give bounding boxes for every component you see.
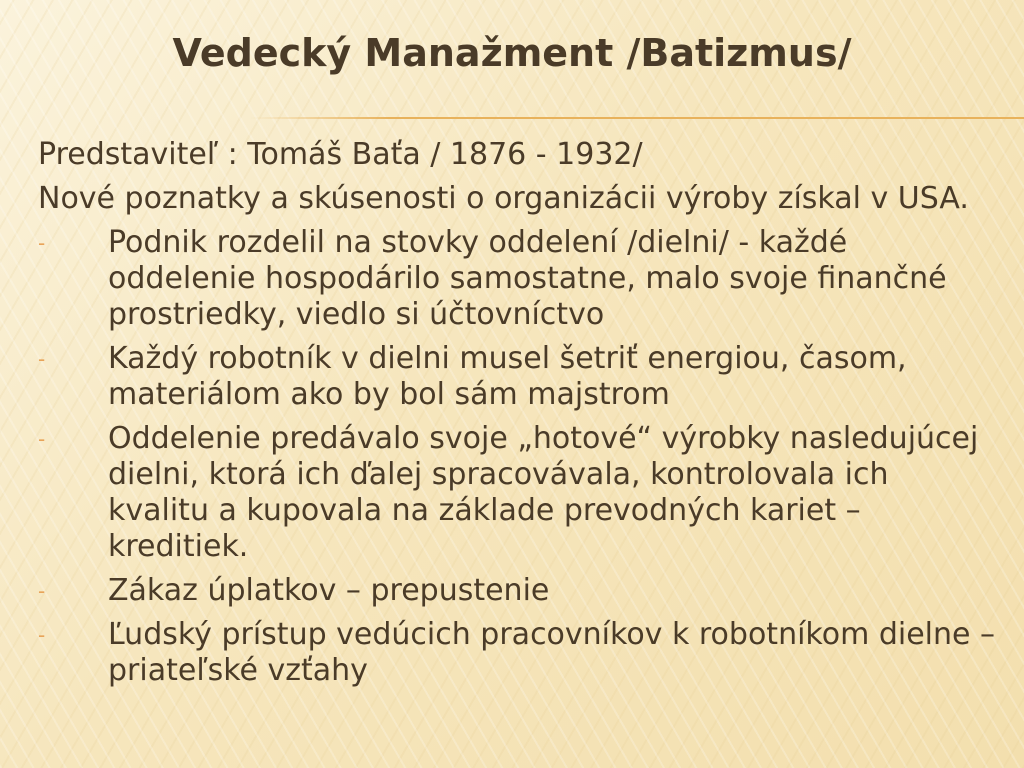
dash-bullet-icon: - — [38, 579, 46, 603]
bullet-item — [38, 573, 998, 609]
dash-bullet-icon: - — [38, 623, 46, 647]
bullet-item — [38, 421, 998, 565]
bullet-text: Zákaz úplatkov – prepustenie — [108, 573, 550, 608]
dash-bullet-icon: - — [38, 427, 46, 451]
bullet-text: Každý robotník v dielni musel šetriť energiou, časom, materiálom ako by bol sám majstrom — [108, 341, 907, 412]
bullet-text: Podnik rozdelil na stovky oddelení /dielni/ - každé oddelenie hospodárilo samostatne, malo svoje finančné prostriedky, viedlo si účtovníctvo — [108, 225, 947, 332]
dash-bullet-icon: - — [38, 347, 46, 371]
bullet-text: Ľudský prístup vedúcich pracovníkov k robotníkom dielne – priateľské vzťahy — [108, 617, 996, 688]
dash-bullet-icon: - — [38, 231, 46, 255]
slide-body — [38, 137, 998, 697]
intro-experience: Nové poznatky a skúsenosti o organizácii výroby získal v USA. — [38, 181, 969, 216]
bullet-item — [38, 225, 998, 333]
slide-title: Vedecký Manažment /Batizmus/ — [172, 31, 852, 75]
intro-presenter: Predstaviteľ : Tomáš Baťa / 1876 - 1932/ — [38, 137, 643, 172]
bullet-item — [38, 617, 998, 689]
bullet-text: Oddelenie predávalo svoje „hotové“ výrobky nasledujúcej dielni, ktorá ich ďalej spracovávala, kontrolovala ich kvalitu a kupovala na základe prevodných kariet – kreditiek. — [108, 421, 979, 564]
bullet-item — [38, 341, 998, 413]
title-divider — [250, 117, 1024, 119]
